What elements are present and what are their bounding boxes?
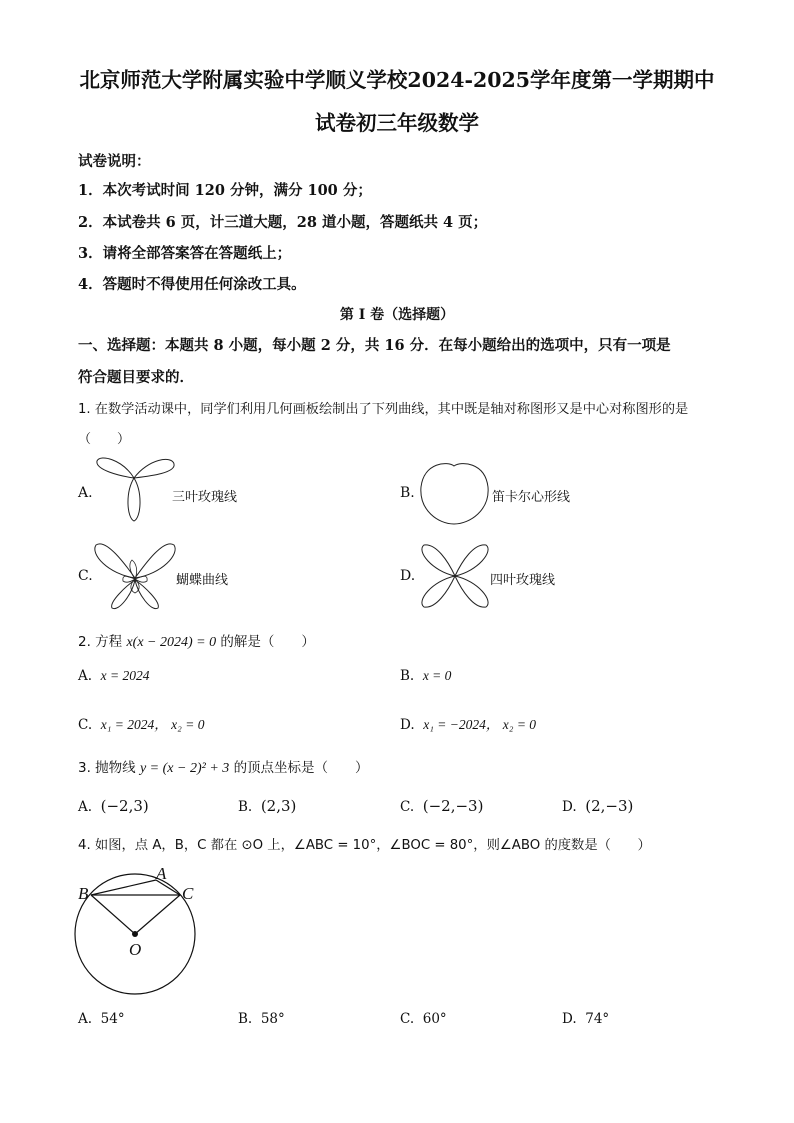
q4-option-c — [400, 1011, 447, 1027]
option-text: (2,3) — [260, 797, 297, 815]
part-title: 第 I 卷（选择题） — [339, 307, 455, 323]
option-letter: B. — [400, 668, 415, 684]
label-a: A — [156, 864, 167, 883]
q1-option-d-label: 四叶玫瑰线 — [490, 573, 556, 588]
q2-option-c — [78, 713, 204, 733]
option-text: x = 2024 — [100, 668, 150, 683]
q2-stem — [78, 630, 315, 651]
section-heading-line1: 一、选择题：本题共 8 小题，每小题 2 分，共 16 分．在每小题给出的选项中，只有一项是 — [78, 337, 671, 354]
label-o: O — [129, 940, 142, 959]
q2-option-d — [400, 713, 536, 733]
option-letter: C. — [400, 799, 415, 815]
option-text: x₁ = −2024， x₂ = 0 — [423, 717, 537, 732]
q3-equation: y = (x − 2)² + 3 — [139, 761, 230, 776]
option-text: 58° — [260, 1011, 285, 1027]
q3-option-a — [78, 797, 149, 815]
q3-option-c — [400, 797, 483, 815]
option-text: (−2,−3) — [422, 797, 484, 815]
cardioid-icon — [418, 460, 492, 526]
instruction-item: 1．本次考试时间 120 分钟，满分 100 分； — [78, 182, 372, 199]
q4-option-b — [238, 1011, 285, 1027]
q3-stem-suffix: 的顶点坐标是（ ） — [233, 760, 369, 776]
q1-option-a-letter: A. — [78, 485, 93, 501]
q1-option-a-label: 三叶玫瑰线 — [172, 490, 238, 505]
option-letter: A. — [78, 799, 93, 815]
option-text: (2,−3) — [585, 797, 634, 815]
q1-option-c-letter: C. — [78, 568, 93, 584]
section-heading-line2: 符合题目要求的． — [78, 369, 194, 386]
chord-ba — [91, 880, 156, 895]
label-c: C — [182, 884, 194, 903]
exam-title-line1: 北京师范大学附属实验中学顺义学校2024-2025学年度第一学期期中 — [79, 68, 715, 92]
q3-option-b — [238, 797, 296, 815]
q1-option-c-label: 蝴蝶曲线 — [176, 573, 229, 588]
instruction-item: 2．本试卷共 6 页，计三道大题，28 道小题，答题纸共 4 页； — [78, 214, 488, 231]
q2-stem-prefix: 2. 方程 — [78, 634, 123, 650]
instructions-heading: 试卷说明： — [78, 153, 151, 170]
q1-stem-line1: 1. 在数学活动课中，同学们利用几何画板绘制出了下列曲线，其中既是轴对称图形又是中心对称图形的是 — [78, 402, 689, 417]
option-text: 60° — [422, 1011, 447, 1027]
option-text: x₁ = 2024， x₂ = 0 — [100, 717, 205, 732]
center-point — [132, 931, 138, 937]
option-text: 74° — [585, 1011, 610, 1027]
q3-stem — [78, 756, 369, 777]
circle-geometry-figure — [70, 862, 210, 1012]
q1-option-d-letter: D. — [400, 568, 416, 584]
q1-stem-line2: （ ） — [78, 432, 131, 447]
q2-option-b — [400, 668, 451, 684]
instruction-item: 4．答题时不得使用任何涂改工具。 — [78, 276, 306, 293]
option-letter: D. — [562, 799, 577, 815]
butterfly-curve-icon — [92, 540, 178, 612]
radius-co — [135, 895, 180, 934]
option-text: x = 0 — [422, 668, 452, 683]
option-letter: C. — [78, 717, 93, 733]
q4-stem: 4. 如图，点 A，B，C 都在 ⊙O 上，∠ABC = 10°，∠BOC = 80°，则∠ABO 的度数是（ ） — [78, 838, 651, 853]
option-text: 54° — [100, 1011, 125, 1027]
option-letter: D. — [562, 1011, 577, 1027]
q4-option-a — [78, 1011, 125, 1027]
q2-stem-suffix: 的解是（ ） — [220, 634, 315, 650]
q3-option-d — [562, 797, 633, 815]
radius-bo — [91, 895, 135, 934]
option-letter: C. — [400, 1011, 415, 1027]
q1-option-b-letter: B. — [400, 485, 415, 501]
option-letter: A. — [78, 1011, 93, 1027]
label-b: B — [78, 884, 89, 903]
q3-stem-prefix: 3. 抛物线 — [78, 760, 136, 776]
three-leaf-rose-icon — [92, 455, 182, 525]
four-leaf-rose-icon — [418, 541, 492, 611]
option-letter: B. — [238, 799, 253, 815]
q1-option-b-label: 笛卡尔心形线 — [492, 490, 571, 505]
instruction-item: 3．请将全部答案答在答题纸上； — [78, 245, 292, 262]
option-text: (−2,3) — [100, 797, 149, 815]
option-letter: A. — [78, 668, 93, 684]
q2-option-a — [78, 668, 150, 684]
option-letter: D. — [400, 717, 415, 733]
exam-title-line2: 试卷初三年级数学 — [315, 111, 479, 135]
q4-option-d — [562, 1011, 609, 1027]
option-letter: B. — [238, 1011, 253, 1027]
q2-equation: x(x − 2024) = 0 — [126, 635, 217, 650]
